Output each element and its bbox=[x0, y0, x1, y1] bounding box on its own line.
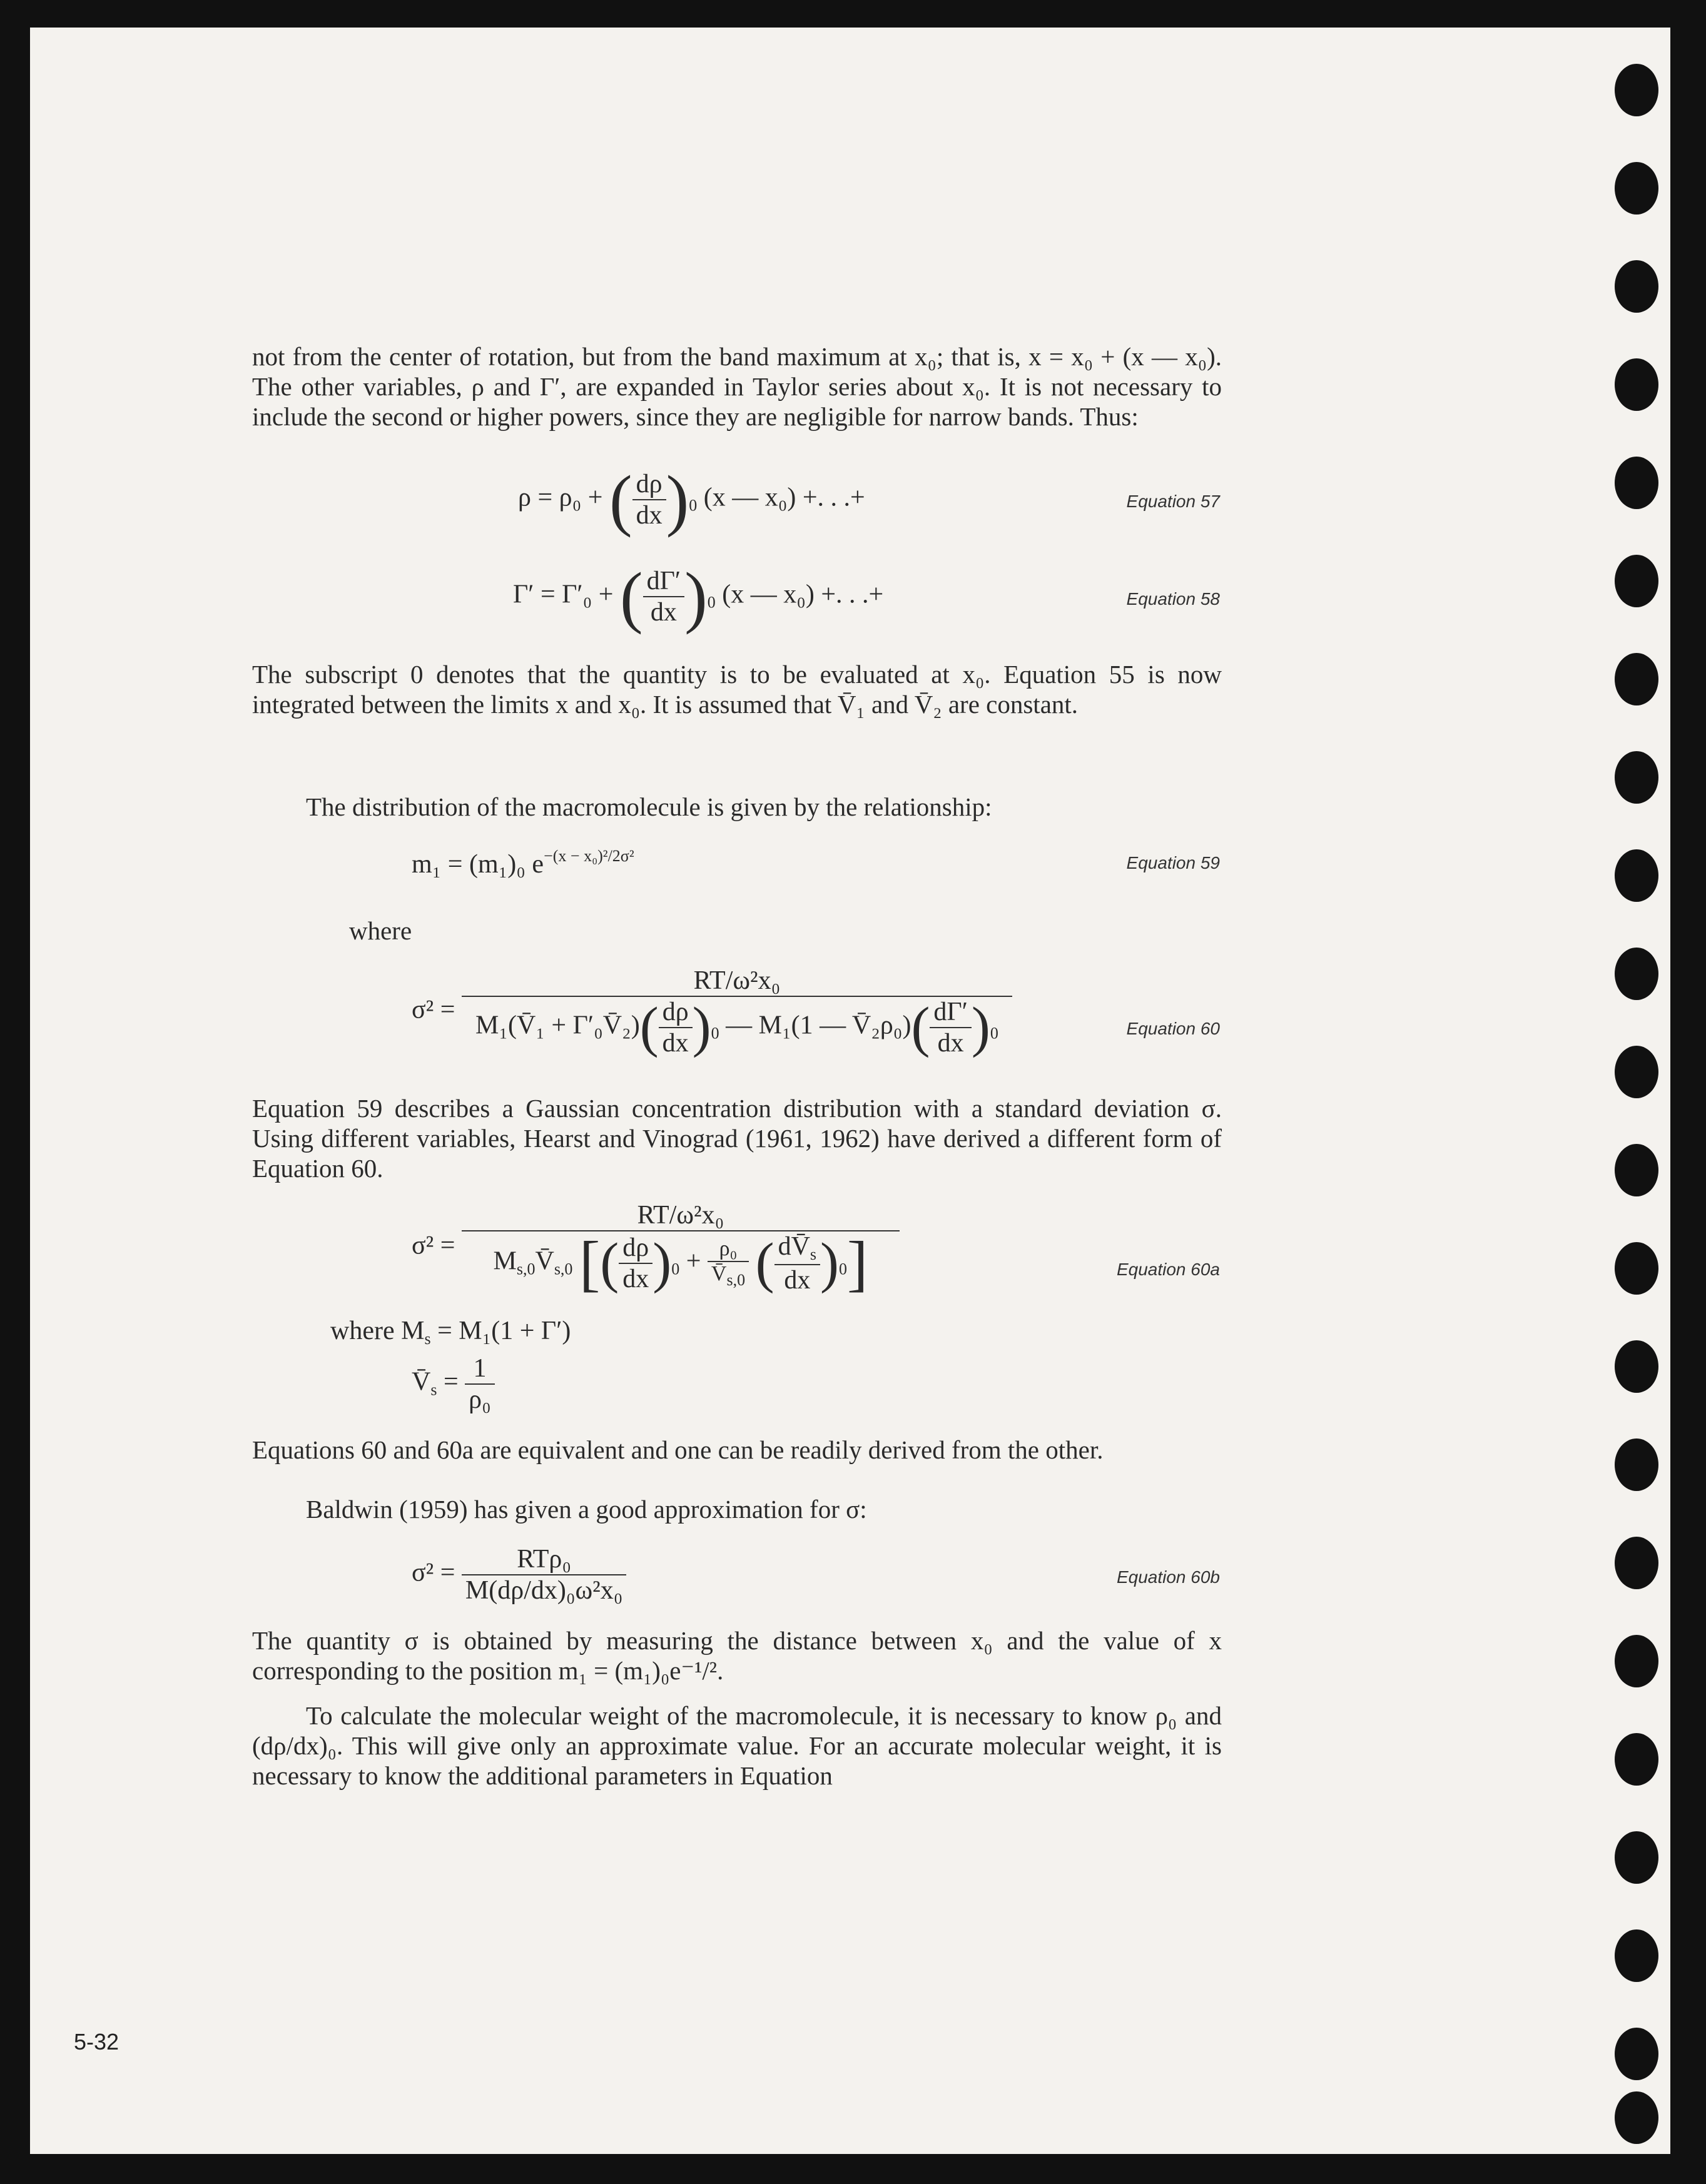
equation-label: Equation 60a bbox=[1116, 1260, 1220, 1279]
paragraph: The quantity σ is obtained by measuring the distance between x₀ and the value of x corresponding to the position m₁ = (m₁)₀e⁻¹/². bbox=[252, 1626, 1222, 1685]
vs-definition: $V̄_s$ = $\frac{1}{\text{ρ₀}}$ bbox=[412, 1353, 495, 1415]
binder-hole bbox=[1615, 457, 1658, 509]
binder-hole bbox=[1615, 751, 1658, 804]
equation-label: Equation 57 bbox=[1126, 492, 1220, 511]
binder-hole bbox=[1615, 1929, 1658, 1982]
page-number: 5-32 bbox=[74, 2029, 119, 2055]
paragraph: Equations 60 and 60a are equivalent and one can be readily derived from the other. bbox=[252, 1435, 1104, 1464]
equation-label: Equation 60 bbox=[1126, 1019, 1220, 1038]
binder-hole bbox=[1615, 162, 1658, 215]
binder-hole bbox=[1615, 1635, 1658, 1687]
binder-hole bbox=[1615, 1242, 1658, 1295]
paragraph: not from the center of rotation, but from the band maximum at x₀; that is, x = x₀ + (x — x₀). The other variables, ρ and Γ′, are expanded in Taylor series about x₀. It is not necessary to include the second or higher powers, since they are negligible for narrow bands. Thus: bbox=[252, 342, 1222, 431]
where-definition: where $M_s = M_1(1 + \Gamma')$ bbox=[330, 1317, 571, 1348]
binder-hole bbox=[1615, 260, 1658, 313]
equation-60a: σ² = RT/ω²x₀ $M_{s,0}V̄_{s,0}$ [( $\frac{d\rho}{dx}$ )$_0$ + $\frac{\text{ρ₀}}{V̄_{s,0}}$ ( $\frac{dV̄_s}{dx}$ )$_0$] bbox=[412, 1200, 900, 1295]
paragraph: Equation 59 describes a Gaussian concentration distribution with a standard deviation σ. Using different variables, Hearst and Vinograd (1961, 1962) have derived a different form of Equation 60. bbox=[252, 1094, 1222, 1183]
equation-label: Equation 59 bbox=[1126, 853, 1220, 872]
paragraph: To calculate the molecular weight of the macromolecule, it is necessary to know ρ₀ and (dρ/dx)₀. This will give only an approximate value. For an accurate molecular weight, it is necessary to know the additional parameters in Equation bbox=[252, 1701, 1222, 1790]
paragraph: The distribution of the macromolecule is given by the relationship: bbox=[306, 792, 992, 821]
binder-hole bbox=[1615, 1537, 1658, 1589]
binder-hole bbox=[1615, 1438, 1658, 1491]
equation-59: m₁ = (m₁)₀ $e^{-(x - x_0)^2/2\sigma^2}$ bbox=[412, 847, 634, 879]
binder-hole bbox=[1615, 358, 1658, 411]
document-page bbox=[30, 28, 1670, 2154]
binder-hole bbox=[1615, 1340, 1658, 1393]
binder-hole bbox=[1615, 653, 1658, 705]
binder-hole bbox=[1615, 1046, 1658, 1098]
equation-57: ρ = ρ₀ + ( $\frac{d\rho}{dx}$ )$_0$ (x — x₀) +. . .+ bbox=[518, 462, 865, 538]
binder-hole bbox=[1615, 2091, 1658, 2144]
equation-60b: σ² = $\frac{\text{RTρ₀}}{\text{M(dρ/dx)₀ω²x₀}}$ bbox=[412, 1544, 626, 1605]
equation-60: σ² = RT/ω²x₀ M₁(V̄₁ + Γ′₀V̄₂)( $\frac{d\rho}{dx}$ )$_0$ — M₁(1 — V̄₂ρ₀)( $\frac{d\Gamma'}{dx}$ )$_0$ bbox=[412, 966, 1012, 1058]
equation-label: Equation 58 bbox=[1126, 589, 1220, 609]
binder-hole bbox=[1615, 948, 1658, 1000]
binder-hole bbox=[1615, 1144, 1658, 1196]
paragraph: Baldwin (1959) has given a good approximation for σ: bbox=[306, 1495, 867, 1524]
where-label: where bbox=[349, 916, 412, 945]
equation-58: Γ′ = Γ′₀ + ( $\frac{d\Gamma'}{dx}$ )$_0$ (x — x₀) +. . .+ bbox=[513, 559, 884, 635]
equation-label: Equation 60b bbox=[1116, 1567, 1220, 1587]
binder-hole bbox=[1615, 1733, 1658, 1786]
binder-hole bbox=[1615, 849, 1658, 902]
binder-hole bbox=[1615, 1831, 1658, 1884]
binder-hole bbox=[1615, 64, 1658, 116]
paragraph: The subscript 0 denotes that the quantity is to be evaluated at x₀. Equation 55 is now integrated between the limits x and x₀. It is assumed that V̄₁ and V̄₂ are constant. bbox=[252, 660, 1222, 719]
binder-hole bbox=[1615, 555, 1658, 607]
binder-hole bbox=[1615, 2028, 1658, 2080]
